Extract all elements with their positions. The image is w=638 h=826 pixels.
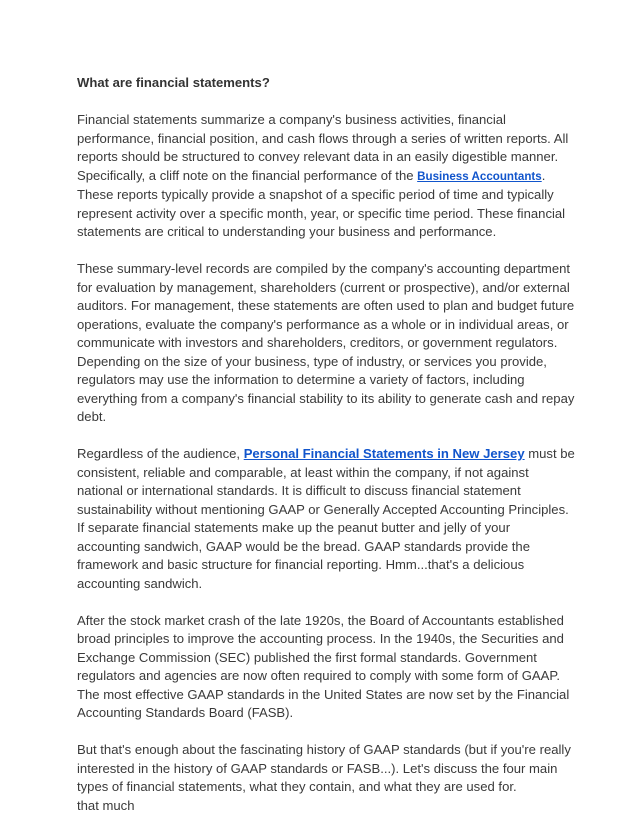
trailing-text: that much <box>77 797 135 813</box>
paragraph-1-text-after: . These reports typically provide a snapshot of a specific period of time and typically represent activity over a specific month, year, or specific time period. These financial statements are critical to understanding your business and performance. <box>77 167 566 239</box>
paragraph-4: After the stock market crash of the late 1920s, the Board of Accountants established broad principles to improve the accounting process. In the 1940s, the Securities and Exchange Commission (SEC) published the first formal standards. Government regulators and agencies are now often required to comply with some form of GAAP. The most effective GAAP standards in the United States are now set by the Financial Accounting Standards Board (FASB). <box>77 612 570 720</box>
paragraph-5: But that's enough about the fascinating history of GAAP standards (but if you're really interested in the history of GAAP standards or FASB...). Let's discuss the four main types of financial statements, what they contain, and what they are used for. <box>77 742 571 794</box>
article-body <box>77 74 577 815</box>
business-accountants-link[interactable]: Business Accountants <box>417 169 542 183</box>
paragraph-3-text-after: must be consistent, reliable and comparable, at least within the company, if not against national or international standards. It is difficult to discuss financial statement sustainability without mentioning GAAP or Generally Accepted Accounting Principles. If separate financial statements make up the peanut butter and jelly of your accounting sandwich, GAAP would be the bread. GAAP standards provide the framework and basic structure for financial reporting. Hmm...that's a delicious accounting sandwich. <box>77 446 575 591</box>
personal-financial-statements-link[interactable]: Personal Financial Statements in New Jersey <box>243 446 525 461</box>
paragraph-3 <box>77 445 577 593</box>
paragraph-1 <box>77 111 577 242</box>
paragraph-3-text-before: Regardless of the audience, <box>77 446 244 461</box>
article-title: What are financial statements? <box>77 75 270 90</box>
paragraph-1-text-before: Financial statements summarize a company's business activities, financial performance, financial position, and cash flows through a series of written reports. All reports should be structured to convey relevant data in an easily digestible manner. Specifically, a cliff note on the financial performance of the <box>77 112 569 183</box>
paragraph-2: These summary-level records are compiled by the company's accounting department for evaluation by management, shareholders (current or prospective), and/or external auditors. For management, these statements are often used to plan and budget future operations, evaluate the company's performance as a whole or in individual areas, or communicate with investors and shareholders, creditors, or government regulators. Depending on the size of your business, type of industry, or services you provide, regulators may use the information to determine a variety of factors, including everything from a company's financial stability to its ability to generate cash and repay debt. <box>77 261 575 424</box>
